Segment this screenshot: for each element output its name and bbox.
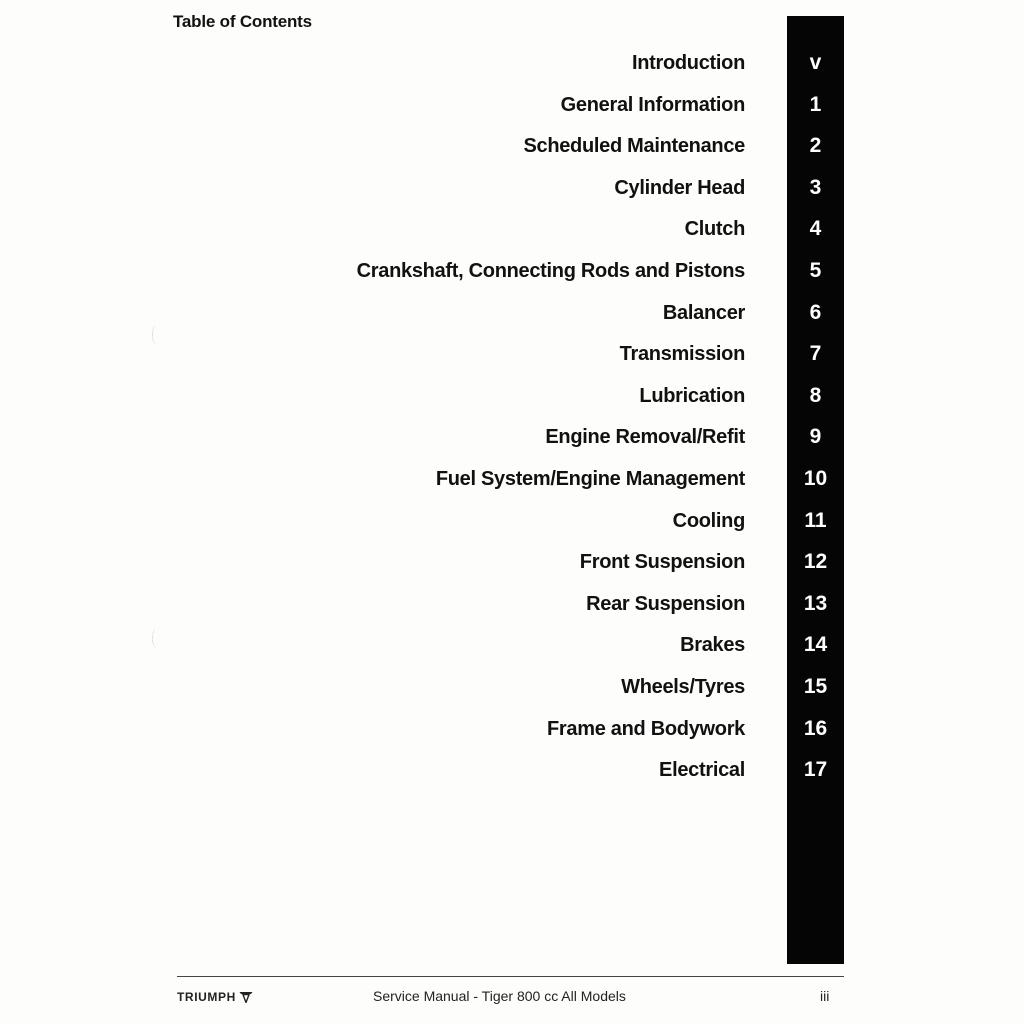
toc-entry-engine-removal-refit[interactable] bbox=[160, 422, 844, 452]
toc-entry-general-information[interactable] bbox=[160, 90, 844, 120]
toc-entry-title: Fuel System/Engine Management bbox=[435, 468, 745, 490]
toc-entry-brakes[interactable] bbox=[160, 630, 844, 660]
toc-entry-title: Rear Suspension bbox=[586, 592, 745, 615]
toc-entry-title: Cooling bbox=[672, 509, 745, 532]
toc-entry-number: 9 bbox=[809, 425, 822, 449]
toc-entry-title: General Information bbox=[560, 93, 745, 116]
toc-entry-title: Front Suspension bbox=[579, 551, 745, 574]
toc-entry-fuel-system[interactable] bbox=[160, 464, 844, 494]
toc-entry-number: 12 bbox=[803, 550, 828, 574]
toc-entry-wheels-tyres[interactable] bbox=[160, 672, 844, 702]
toc-entry-number: 5 bbox=[809, 259, 822, 282]
toc-entry-scheduled-maintenance[interactable] bbox=[160, 131, 844, 161]
toc-entry-front-suspension[interactable] bbox=[160, 547, 844, 577]
toc-entry-number: 10 bbox=[803, 467, 828, 490]
toc-entry-title: Transmission bbox=[619, 343, 745, 366]
toc-entry-number: 17 bbox=[803, 758, 828, 782]
toc-entry-number: 11 bbox=[804, 508, 827, 532]
toc-entry-title: Brakes bbox=[680, 634, 745, 657]
toc-entry-frame-bodywork[interactable] bbox=[160, 714, 844, 744]
toc-entry-number: 2 bbox=[809, 134, 822, 158]
page-title: Table of Contents bbox=[173, 12, 312, 31]
toc-entry-rear-suspension[interactable] bbox=[160, 589, 844, 619]
footer-page-number: iii bbox=[820, 988, 830, 1004]
footer-document-title: Service Manual - Tiger 800 cc All Models bbox=[373, 988, 626, 1004]
toc-entry-title: Engine Removal/Refit bbox=[545, 426, 745, 449]
toc-entry-title: Scheduled Maintenance bbox=[523, 135, 745, 158]
toc-entry-number: 6 bbox=[809, 300, 822, 324]
toc-entry-number: 7 bbox=[809, 342, 822, 366]
brand-logo bbox=[177, 990, 253, 1004]
toc-entry-title: Introduction bbox=[631, 52, 745, 74]
toc-entry-title: Frame and Bodywork bbox=[547, 717, 745, 740]
binding-hole-mark bbox=[152, 628, 161, 648]
toc-entry-number: v bbox=[809, 51, 822, 74]
toc-entry-number: 1 bbox=[809, 92, 822, 116]
toc-entry-number: 8 bbox=[809, 383, 822, 407]
toc-entry-number: 15 bbox=[803, 675, 828, 698]
toc-entry-number: 14 bbox=[803, 633, 828, 657]
toc-entry-lubrication[interactable] bbox=[160, 381, 844, 411]
toc-entry-title: Wheels/Tyres bbox=[621, 676, 745, 698]
footer-divider bbox=[177, 976, 844, 977]
toc-entry-electrical[interactable] bbox=[160, 755, 844, 785]
toc-entry-introduction[interactable] bbox=[160, 48, 844, 78]
toc-entry-title: Lubrication bbox=[639, 384, 745, 407]
toc-entry-number: 3 bbox=[809, 175, 822, 199]
brand-logo-text: TRIUMPH bbox=[177, 990, 236, 1004]
toc-entry-title: Crankshaft, Connecting Rods and Pistons bbox=[356, 260, 745, 282]
toc-entry-number: 16 bbox=[803, 716, 828, 740]
toc-entry-clutch[interactable] bbox=[160, 214, 844, 244]
toc-entry-balancer[interactable] bbox=[160, 298, 844, 328]
toc-entry-crankshaft[interactable] bbox=[160, 256, 844, 286]
triumph-emblem-icon bbox=[239, 991, 253, 1003]
toc-entry-title: Cylinder Head bbox=[614, 176, 745, 199]
toc-entry-number: 4 bbox=[809, 217, 822, 241]
toc-entry-transmission[interactable] bbox=[160, 339, 844, 369]
toc-entry-cooling[interactable] bbox=[160, 506, 844, 536]
toc-entry-cylinder-head[interactable] bbox=[160, 173, 844, 203]
toc-entry-title: Clutch bbox=[684, 218, 745, 241]
toc-entry-title: Electrical bbox=[659, 759, 745, 782]
toc-entry-title: Balancer bbox=[662, 301, 745, 324]
toc-entry-number: 13 bbox=[803, 591, 828, 615]
binding-hole-mark bbox=[152, 325, 161, 345]
